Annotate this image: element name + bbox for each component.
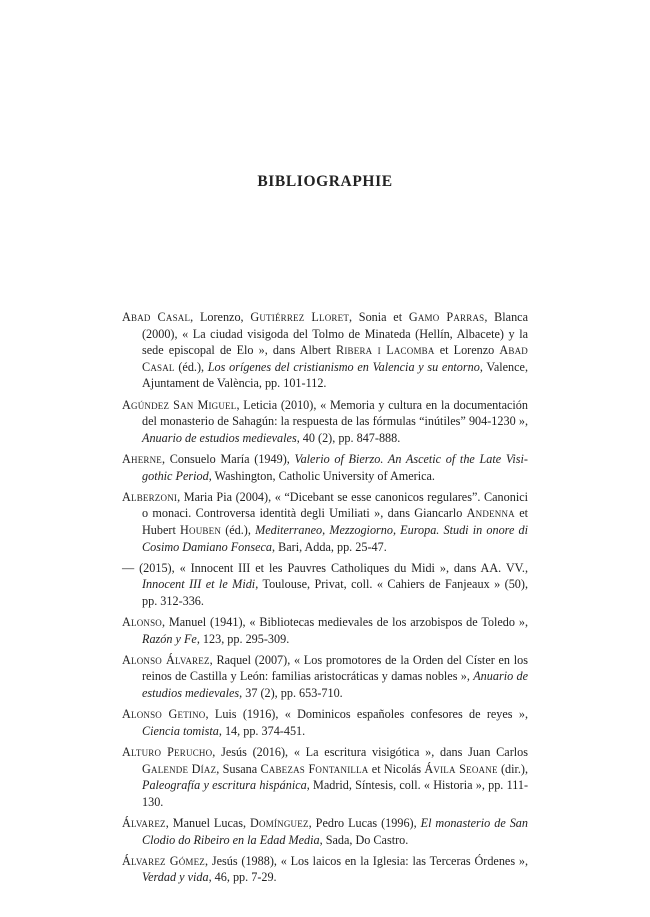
entry-text: , Sonia et	[349, 310, 409, 324]
work-title: Mediterraneo, Mezzogiorno, Europa. Studi in onore di Cosimo Damiano Fonseca	[142, 522, 529, 554]
work-title: Paleografía y escritura hispánica	[142, 778, 307, 793]
author-name: Aherne	[122, 451, 162, 466]
entry-text: , Manuel (1941), « Bibliotecas medievales de los arzobispos de Toledo »,	[162, 615, 528, 630]
entry-text: , 37 (2), pp. 653-710.	[239, 686, 343, 701]
entry-text: , Susana	[216, 761, 261, 776]
entry-text: (éd.),	[174, 359, 208, 374]
entry-text: , Madrid, Síntesis, coll. « Historia », pp. 111-130.	[142, 778, 528, 809]
author-name: Domínguez	[250, 815, 309, 830]
author-name: Alonso Getino	[122, 707, 206, 722]
entry-text: et Lorenzo	[434, 343, 500, 358]
bibliography-entry	[122, 451, 528, 484]
author-name: Galende Díaz	[142, 761, 217, 776]
work-title: El monasterio de San Clodio do Ribeiro en la Edad Media	[142, 815, 528, 847]
entry-text: , Maria Pia (2004), « “Dicebant se esse canonicos regulares”. Canonici o monaci. Controversa identità degli Umiliati », dans Giancarlo	[142, 489, 528, 521]
bibliography-entry	[122, 652, 528, 702]
author-name: Houben	[180, 522, 222, 537]
author-name: Gutiérrez Lloret	[250, 310, 350, 324]
author-name: Gamo Parras	[408, 310, 485, 324]
entry-text: — (2015), « Innocent III et les Pauvres Catholiques du Midi », dans AA. VV.,	[122, 560, 528, 575]
entry-text: , Jesús (2016), « La escritura visigótica », dans Juan Carlos	[212, 745, 528, 759]
entry-text: , Manuel Lucas,	[165, 815, 251, 830]
entry-text: , Consuelo María (1949),	[162, 451, 295, 466]
author-name: Alturo Perucho	[122, 745, 213, 759]
bibliography-entry	[122, 853, 528, 886]
entry-text: , Valence, Ajuntament de València, pp. 101-112.	[142, 359, 528, 391]
author-name: Agúndez San Miguel	[122, 397, 237, 412]
entry-text: , Sada, Do Castro.	[319, 832, 409, 847]
bibliography-entry	[122, 815, 528, 848]
entry-text: , Leticia (2010), « Memoria y cultura en la documentación del monasterio de Sahagún: la respuesta de las fórmulas “inútiles” 904-1230 »,	[142, 397, 528, 429]
entry-text: (dir.),	[497, 761, 529, 776]
entry-text: , Blanca (2000), « La ciudad visigoda del Tolmo de Minateda (Hellín, Albacete) y la sede episcopal de Elo », dans Albert	[142, 310, 528, 358]
work-title: Razón y Fe	[142, 631, 197, 646]
author-name: Ribera i Lacomba	[336, 343, 435, 358]
work-title: Valerio of Bierzo. An Ascetic of the Late Visigothic Period	[142, 451, 528, 483]
author-name: Álvarez	[122, 815, 166, 830]
entry-text: , 46, pp. 7-29.	[208, 870, 277, 885]
entry-text: , Luis (1916), « Dominicos españoles confesores de reyes »,	[205, 707, 528, 722]
work-title: Verdad y vida	[142, 870, 209, 885]
entry-text: (éd.),	[221, 522, 256, 537]
author-name: Andenna	[466, 506, 515, 521]
author-name: Cabezas Fontanilla	[260, 761, 369, 776]
page-title: BIBLIOGRAPHIE	[257, 173, 393, 191]
entry-text: , 123, pp. 295-309.	[196, 631, 290, 646]
bibliography-entry	[122, 489, 528, 555]
entry-text: , Jesús (1988), « Los laicos en la Iglesia: las Terceras Órdenes »,	[205, 853, 528, 868]
author-name: Alberzoni	[122, 489, 178, 504]
entry-text: , 40 (2), pp. 847-888.	[296, 430, 401, 445]
work-title: Innocent III et le Midi	[142, 577, 256, 592]
entry-text: , Pedro Lucas (1996),	[308, 815, 421, 830]
entry-text: , Raquel (2007), « Los promotores de la Orden del Císter en los reinos de Castilla y León: familias aristocráticas y damas nobles »,	[142, 652, 528, 684]
author-name: Alonso Álvarez	[122, 652, 210, 667]
author-name: Abad Casal	[142, 343, 528, 374]
work-title: Los orígenes del cristianismo en Valencia y su entorno	[207, 359, 480, 374]
author-name: Abad Casal	[122, 310, 191, 324]
bibliography-entry	[122, 560, 528, 610]
entry-text: , 14, pp. 374-451.	[218, 723, 306, 738]
bibliography-entry	[122, 706, 528, 739]
entry-text: , Bari, Adda, pp. 25-47.	[272, 539, 387, 554]
author-name: Alonso	[122, 615, 163, 630]
bibliography-entry	[122, 614, 528, 647]
work-title: Ciencia tomista	[142, 723, 219, 738]
bibliography-entry	[122, 397, 528, 447]
bibliography-entry	[122, 744, 528, 810]
entry-text: , Toulouse, Privat, coll. « Cahiers de Fanjeaux » (50), pp. 312-336.	[142, 577, 528, 608]
bibliography-list	[122, 309, 528, 891]
entry-text: et Nicolás	[368, 761, 425, 776]
author-name: Ávila Seoane	[424, 761, 498, 776]
work-title: Anuario de estudios medievales	[142, 430, 297, 445]
entry-text: , Washington, Catholic University of America.	[208, 468, 435, 483]
entry-text: , Lorenzo,	[190, 310, 251, 324]
work-title: Anuario de estudios medievales	[142, 669, 528, 701]
entry-text: et Hubert	[142, 506, 529, 537]
author-name: Álvarez Gómez	[122, 853, 206, 868]
bibliography-entry	[122, 309, 528, 392]
